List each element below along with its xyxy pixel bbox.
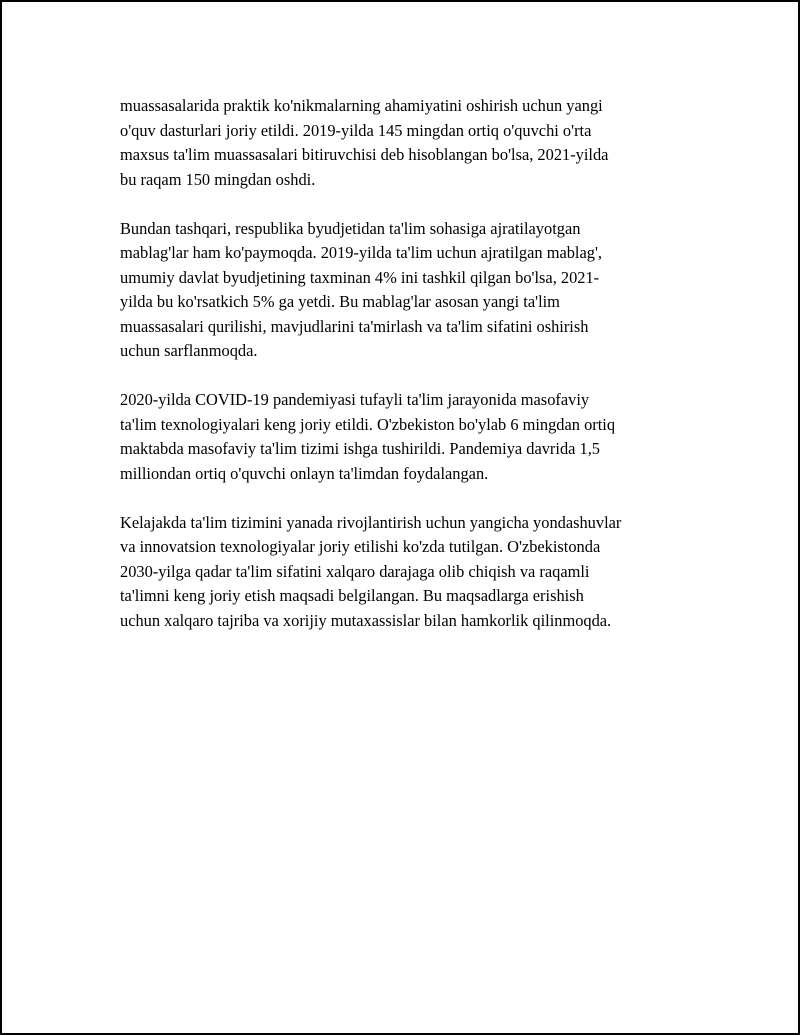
text-line: ta'limni keng joriy etish maqsadi belgilangan. Bu maqsadlarga erishish <box>120 586 584 605</box>
text-line: maktabda masofaviy ta'lim tizimi ishga tushirildi. Pandemiya davrida 1,5 <box>120 439 601 458</box>
text-line: bu raqam 150 mingdan oshdi. <box>120 169 316 189</box>
document-body <box>120 94 720 658</box>
text-line: maxsus ta'lim muassasalari bitiruvchisi deb hisoblangan bo'lsa, 2021-yilda <box>120 145 609 164</box>
text-line: 2020-yilda COVID-19 pandemiyasi tufayli ta'lim jarayonida masofaviy <box>120 390 590 409</box>
text-line: Bundan tashqari, respublika byudjetidan ta'lim sohasiga ajratilayotgan <box>120 218 581 238</box>
text-line: uchun xalqaro tajriba va xorijiy mutaxassislar bilan hamkorlik qilinmoqda. <box>120 610 612 630</box>
text-line: ta'lim texnologiyalari keng joriy etildi. O'zbekiston bo'ylab 6 mingdan ortiq <box>120 414 616 434</box>
text-line: muassasalarida praktik ko'nikmalarning ahamiyatini oshirish uchun yangi <box>120 96 603 115</box>
paragraph-3 <box>120 388 720 486</box>
text-line: yilda bu ko'rsatkich 5% ga yetdi. Bu mablag'lar asosan yangi ta'lim <box>120 292 560 311</box>
text-line: uchun sarflanmoqda. <box>120 341 258 360</box>
paragraph-2 <box>120 217 720 364</box>
text-line: mablag'lar ham ko'paymoqda. 2019-yilda ta'lim uchun ajratilgan mablag', <box>120 243 602 262</box>
text-line: 2030-yilga qadar ta'lim sifatini xalqaro darajaga olib chiqish va raqamli <box>120 561 590 581</box>
text-line: umumiy davlat byudjetining taxminan 4% ini tashkil qilgan bo'lsa, 2021- <box>120 267 600 287</box>
text-line: milliondan ortiq o'quvchi onlayn ta'limdan foydalangan. <box>120 463 489 483</box>
text-line: muassasalari qurilishi, mavjudlarini ta'mirlash va ta'lim sifatini oshirish <box>120 316 589 336</box>
paragraph-1 <box>120 94 720 192</box>
text-line: va innovatsion texnologiyalar joriy etilishi ko'zda tutilgan. O'zbekistonda <box>120 537 601 556</box>
paragraph-4 <box>120 511 720 634</box>
text-line: o'quv dasturlari joriy etildi. 2019-yilda 145 mingdan ortiq o'quvchi o'rta <box>120 120 592 140</box>
text-line: Kelajakda ta'lim tizimini yanada rivojlantirish uchun yangicha yondashuvlar <box>120 512 622 532</box>
